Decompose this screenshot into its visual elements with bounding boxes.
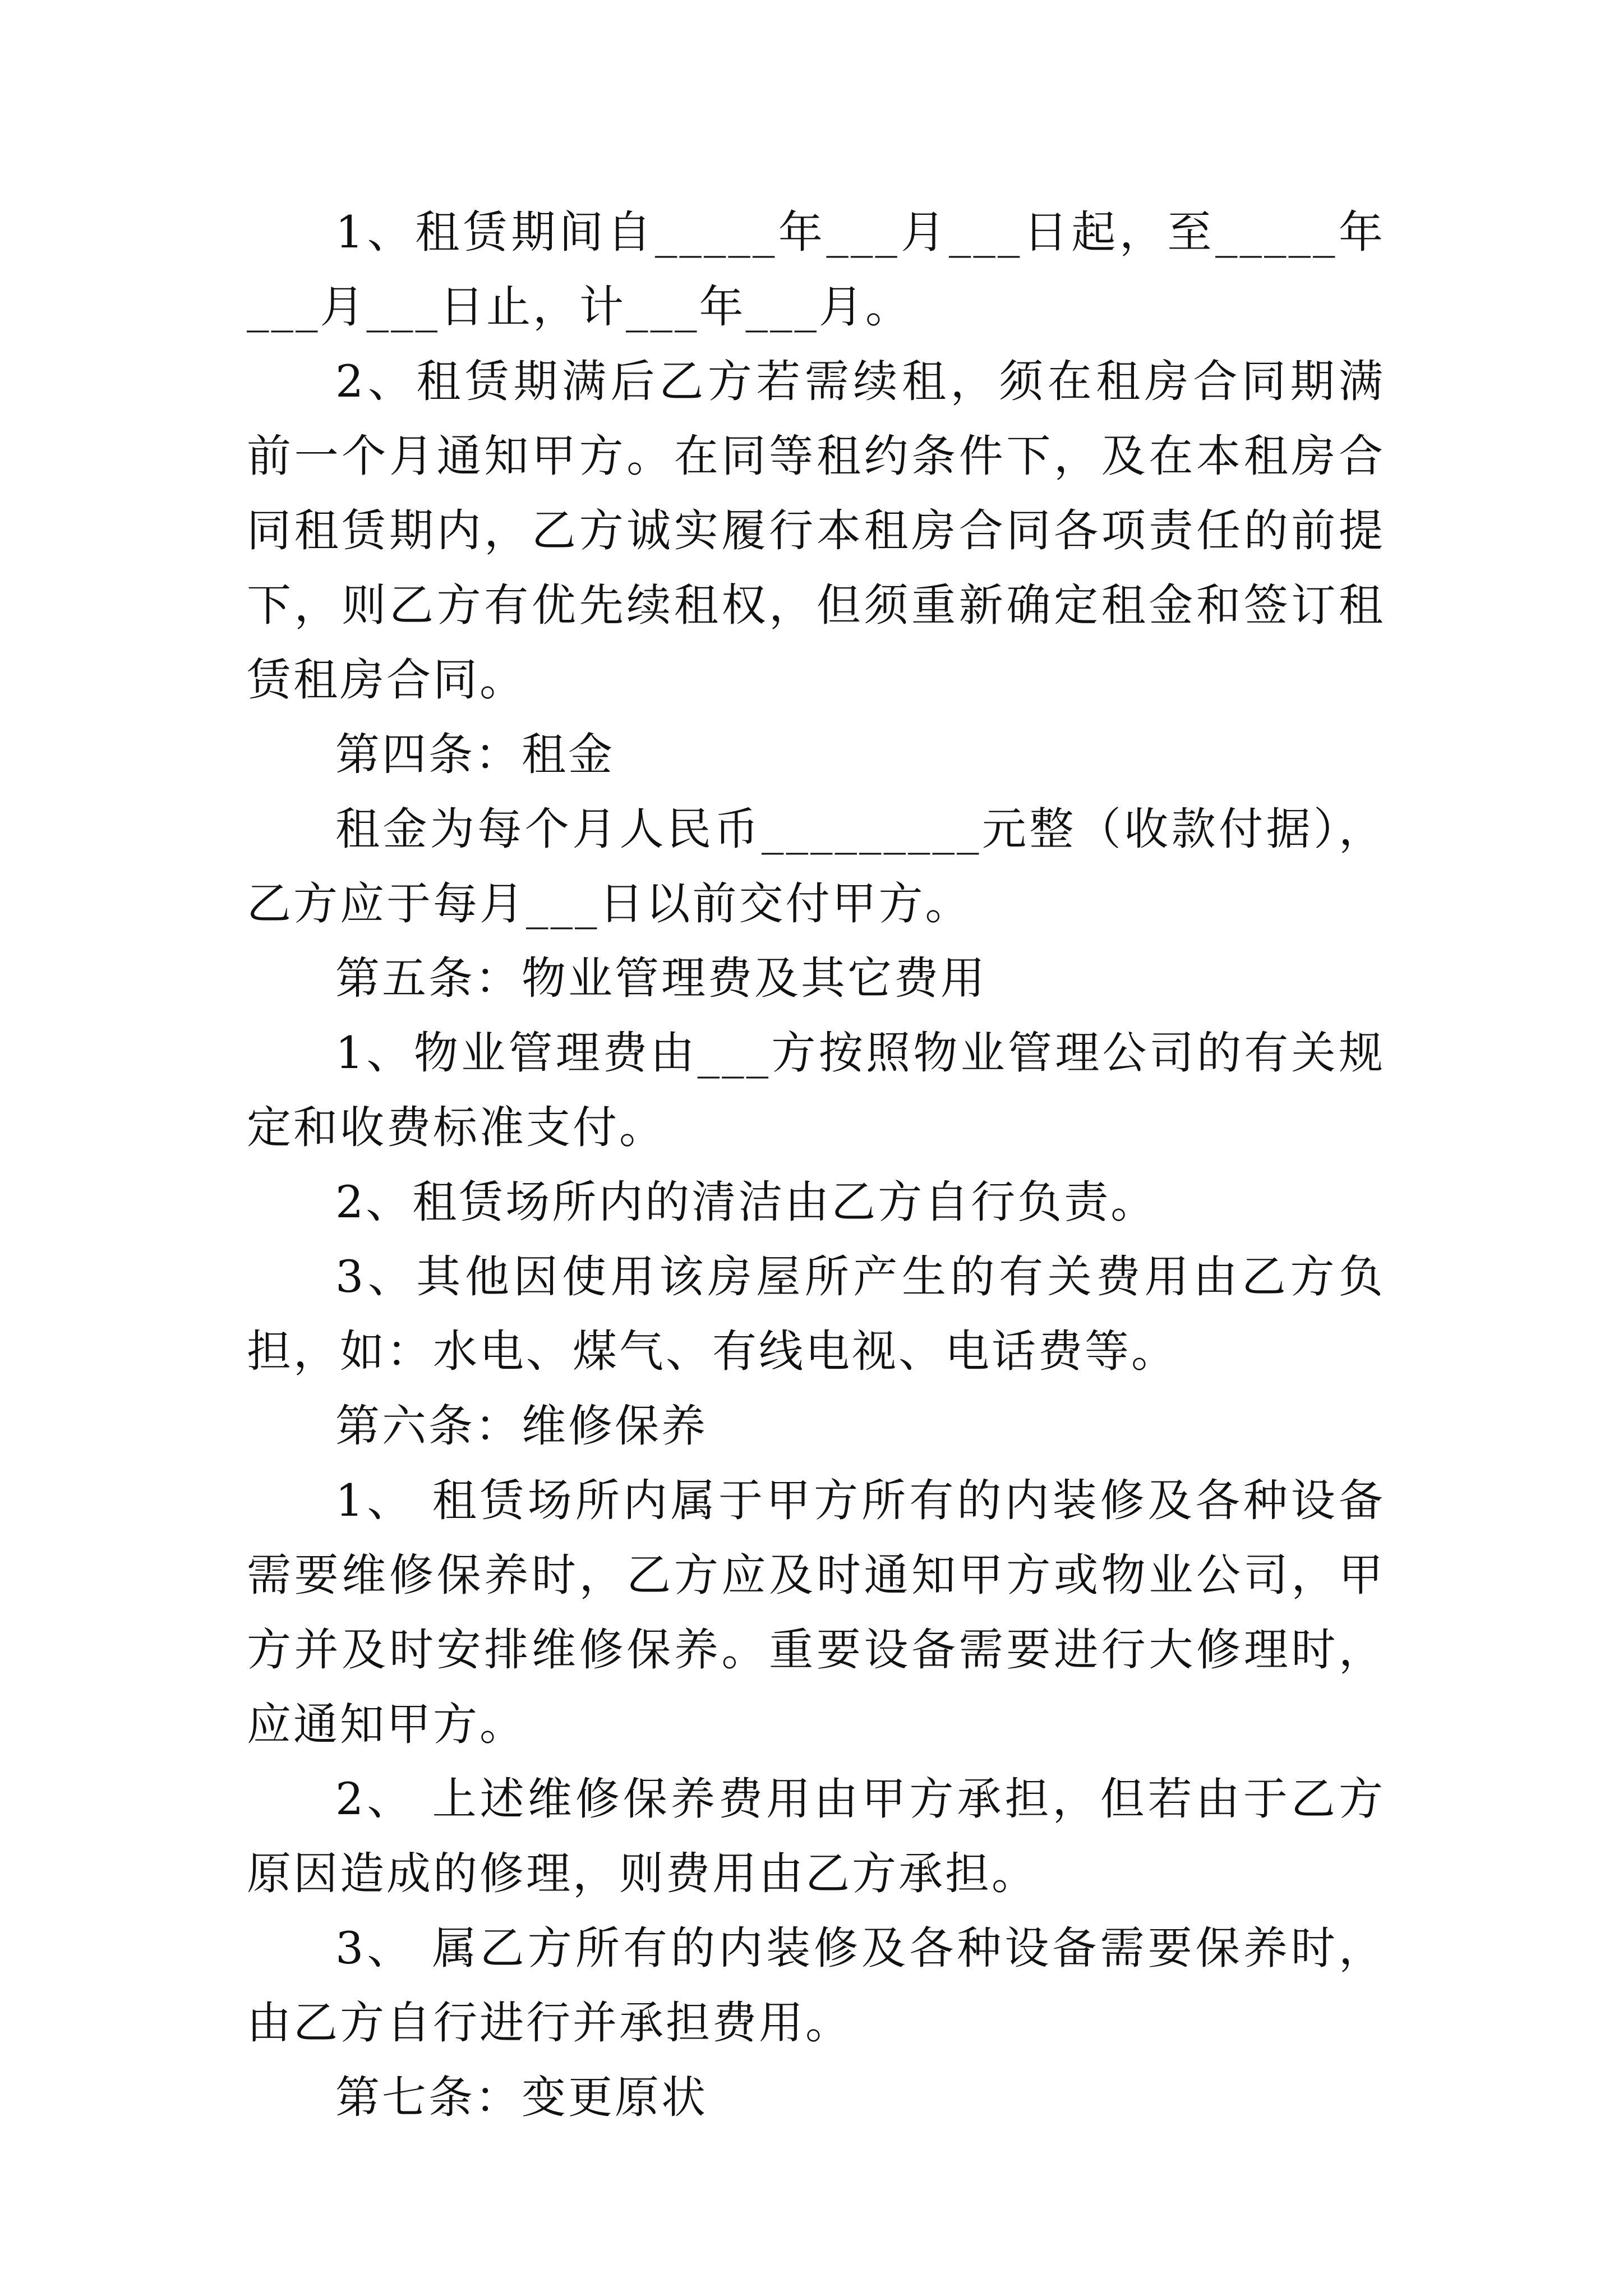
- section-heading-maintenance: 第六条：维修保养: [335, 1400, 708, 1452]
- section-heading-rent: 第四条：租金: [335, 729, 615, 780]
- rent-clause: 租金为每个月人民币_________元整（收款付据），乙方应于每月___日以前交付甲方。: [247, 803, 1385, 930]
- section-heading-fees: 第五条：物业管理费及其它费用: [335, 953, 987, 1004]
- cleaning-clause: 2、租赁场所内的清洁由乙方自行负责。: [335, 1176, 1158, 1228]
- maintenance-clause-2: 2、 上述维修保养费用由甲方承担，但若由于乙方原因造成的修理，则费用由乙方承担。: [247, 1773, 1385, 1899]
- maintenance-clause-1: 1、 租赁场所内属于甲方所有的内装修及各种设备需要维修保养时，乙方应及时通知甲方或物业公司，甲方并及时安排维修保养。重要设备需要进行大修理时，应通知甲方。: [247, 1475, 1385, 1750]
- other-costs-clause: 3、其他因使用该房屋所产生的有关费用由乙方负担，如：水电、煤气、有线电视、电话费等。: [247, 1251, 1385, 1377]
- maintenance-clause-3: 3、 属乙方所有的内装修及各种设备需要保养时，由乙方自行进行并承担费用。: [247, 1922, 1385, 2049]
- section-heading-alterations: 第七条：变更原状: [335, 2072, 708, 2123]
- lease-term-clause: 1、租赁期间自_____年___月___日起，至_____年___月___日止，计___年___月。: [247, 206, 1385, 333]
- contract-body: [247, 195, 1385, 2135]
- renewal-clause: 2、租赁期满后乙方若需续租，须在租房合同期满前一个月通知甲方。在同等租约条件下，及在本租房合同租赁期内，乙方诚实履行本租房合同各项责任的前提下，则乙方有优先续租权，但须重新确定租金和签订租赁租房合同。: [247, 356, 1385, 706]
- property-fee-clause: 1、物业管理费由___方按照物业管理公司的有关规定和收费标准支付。: [247, 1027, 1385, 1153]
